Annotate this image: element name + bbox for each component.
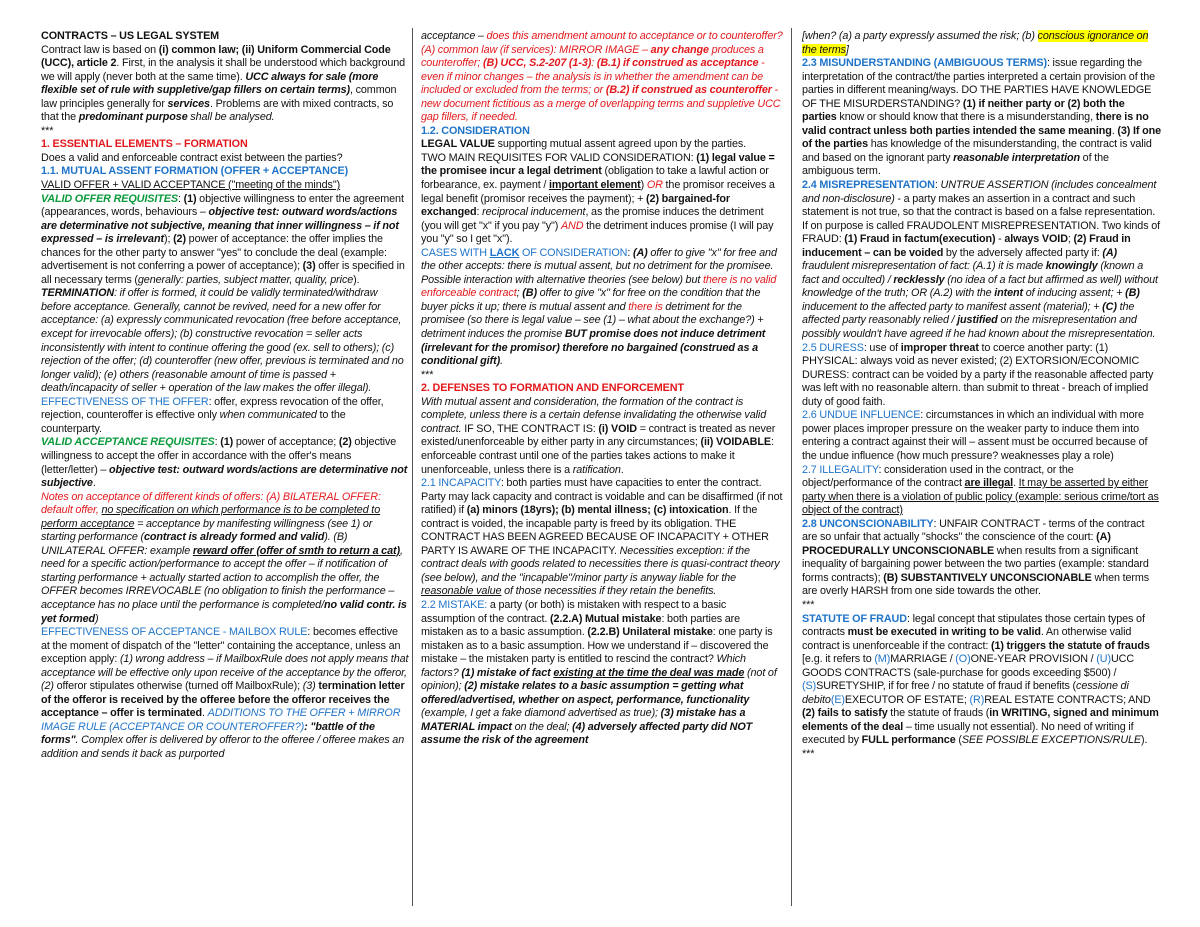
- text-run: to coerce another party: (1) PHYSICAL: always void as never existed; (2) EXTORSION/ECONOMIC DURESS: contract can be voided by a party if the reasonable affected party was left with no reasonable altern. than submit to threat - breach of implied duty of good faith.: [802, 341, 1154, 408]
- text-run: offer is specified in all necessary terms (: [41, 260, 405, 286]
- text-run: ***: [802, 747, 815, 760]
- text-run: contract is already formed and valid: [144, 531, 325, 544]
- text-run: (ii) VOIDABLE: [700, 436, 771, 449]
- notes-paragraph: [41, 138, 409, 152]
- text-run: Necessities exception: if the contract deals with goods related to necessities there is quasi-contract theory (see below), and the "incapable"/minor party is anyway liable for the: [421, 544, 780, 584]
- text-run: .: [92, 477, 96, 490]
- text-run: (B): [522, 287, 537, 300]
- text-run: Which factors?: [421, 653, 746, 679]
- text-run: has knowledge of the misunderstanding, the contract is valid and based on the ignorant party: [802, 138, 1152, 164]
- text-run: (1) if neither party or (2) both the parties: [802, 97, 1125, 124]
- text-run: (known a fact and occulted) /: [802, 260, 1144, 286]
- text-run: of those necessities if they retain the benefits.: [501, 585, 717, 598]
- text-run: (R): [969, 693, 985, 706]
- notes-paragraph: [421, 369, 783, 383]
- text-run: ***: [41, 124, 54, 137]
- notes-paragraph: [802, 57, 1162, 179]
- text-run: (1) legal value = the promisee incur a legal detriment: [421, 151, 775, 178]
- text-run: 2. DEFENSES TO FORMATION AND ENFORCEMENT: [421, 382, 684, 395]
- text-run: 2.5 DURESS: [802, 341, 864, 354]
- text-run: when terms are overly HARSH from one side towards the other.: [802, 571, 1150, 598]
- text-run: (2) bargained-for exchanged: [421, 192, 730, 219]
- text-run: (1) mistake of fact: [461, 666, 554, 679]
- text-run: 2.8 UNCONSCIONABILITY: [802, 517, 934, 530]
- notes-paragraph: [802, 409, 1162, 463]
- text-run: : legal concept that stipulates those certain types of contracts: [802, 612, 1145, 639]
- text-run: (obligation to take a lawful action or forbearance, ex. payment /: [421, 165, 769, 192]
- notes-paragraph: [41, 44, 409, 125]
- text-run: predominant purpose: [78, 111, 188, 124]
- text-run: FULL performance: [861, 734, 956, 747]
- notes-paragraph: [41, 626, 409, 761]
- text-run: - a party makes an assertion in a contract and such statement is not true, so that the contract is based on a false representation. If on purpose is called FRAUDOLENT MISREPRESENTATION. Two kinds of FRAUD:: [802, 192, 1161, 246]
- text-run: must be executed in writing to be valid: [847, 626, 1041, 639]
- text-run: : UNFAIR CONTRACT - terms of the contract are so unfair that actually "shocks" the conscience of the court:: [802, 517, 1145, 544]
- notes-paragraph: [421, 477, 783, 599]
- text-run: by the adversely affected party if:: [943, 246, 1103, 259]
- text-run: (no idea of a fact but affirmed as well) without knowledge of the truth; OR (A.2) with the: [802, 273, 1158, 300]
- text-run: ***: [802, 598, 815, 611]
- text-run: conscious ignorance on the terms: [802, 30, 1149, 56]
- notes-paragraph: [802, 599, 1162, 613]
- text-run: (2): [173, 233, 186, 246]
- text-run: 2.2 MISTAKE:: [421, 598, 488, 611]
- text-run: , common law principles generally for: [41, 84, 397, 110]
- text-run: : both parties are mistaken as to a basic assumption.: [421, 612, 741, 639]
- text-run: always VOID: [1004, 233, 1068, 246]
- text-run: :: [476, 206, 483, 219]
- text-run: EFFECTIVENESS OF THE OFFER: [41, 395, 209, 408]
- text-run: know or should know that there is a misunderstanding,: [836, 111, 1096, 124]
- text-run: It may be asserted by either party when there is a violation of public policy (example: serious crime/tort as object of the contract): [802, 477, 1159, 517]
- text-run: (S): [802, 680, 817, 693]
- text-run: BUT promise does not induce detriment (irrelevant for the promisor) therefore no bargained (construed as a conditional gift): [421, 328, 766, 368]
- text-run: VALID OFFER REQUISITES: [41, 192, 178, 205]
- text-run: reasonable interpretation: [953, 151, 1080, 164]
- text-run: no valid contr. is yet formed: [41, 598, 407, 625]
- text-run: OF CONSIDERATION: [519, 246, 628, 259]
- text-run: CASES WITH: [421, 246, 490, 259]
- text-run: (M): [874, 653, 891, 666]
- text-run: does this amendment amount to acceptance or to counteroffer? (A) common law (if services): MIRROR IMAGE –: [421, 30, 783, 56]
- text-run: on the misrepresentation and possibly wouldn't have agreed if he had known about the misrepresentation.: [802, 314, 1156, 341]
- text-run: :: [591, 57, 597, 70]
- text-run: (B): [1125, 287, 1140, 300]
- text-run: (i) common law; (ii) Uniform Commercial Code (UCC), article 2: [41, 43, 391, 70]
- text-run: cessione di debito: [802, 680, 1129, 706]
- text-run: CONTRACTS – US LEGAL SYSTEM: [41, 30, 220, 42]
- text-run: (A) PROCEDURALLY UNCONSCIONABLE: [802, 531, 1111, 557]
- text-run: UCC GOODS CONTRACTS (sale-purchase for goods exceeding $500) /: [802, 653, 1135, 679]
- text-run: : circumstances in which an individual with more power places improper pressure on the weaker party to induce them into entering a contract against their will – assent must be occurred because of the undue influence (how much pressure? weaknesses play a role): [802, 409, 1148, 462]
- text-run: .: [202, 707, 208, 720]
- text-run: : "battle of the forms": [41, 720, 375, 747]
- text-run: AND: [560, 219, 584, 232]
- notes-paragraph: [41, 125, 409, 139]
- text-run: important element: [548, 179, 641, 192]
- notes-paragraph: [802, 179, 1162, 342]
- text-run: objective willingness to accept the offer in accordance with the offer's means (letter/letter) –: [41, 436, 397, 476]
- notes-paragraph: [802, 464, 1162, 518]
- text-run: VALID ACCEPTANCE REQUISITES: [41, 436, 215, 449]
- text-run: ***: [421, 368, 434, 381]
- text-run: offeror stipulates otherwise (turned off MailboxRule);: [56, 680, 303, 693]
- text-run: : issue regarding the interpretation of the contract/the parties interpreted a certain provision of the parties in different meaning/ways. DO THE PARTIES HAVE KNOWLEDGE OF THE MISURDERSTANDING?: [802, 57, 1156, 110]
- text-run: .: [500, 355, 503, 368]
- text-run: ;: [1067, 233, 1074, 246]
- text-run: ): [95, 612, 99, 625]
- text-run: . Problems are with mixed contracts, so that the: [41, 97, 394, 124]
- text-run: recklessly: [893, 273, 945, 286]
- text-run: (4) adversely affected party did NOT assume the risk of the agreement: [421, 720, 753, 747]
- text-run: when results from a significant inequality of bargaining power between the two parties (example: standard forms contracts);: [802, 544, 1149, 584]
- text-run: knowingly: [1045, 260, 1098, 273]
- text-run: power of acceptance: the offer implies the chances for the other party to answer "yes" to conclude the deal (example: advertisement is not conferring a power of acceptance);: [41, 233, 387, 273]
- text-run: (3) If one of the parties: [802, 124, 1161, 151]
- text-run: when communicated: [219, 409, 317, 422]
- text-run: inducement to the affected party to manifest assent (material); +: [802, 300, 1103, 313]
- text-run: (A): [632, 246, 648, 259]
- text-run: :: [177, 192, 184, 205]
- text-run: generally: parties, subject matter, quality, price: [137, 273, 354, 286]
- text-run: .: [620, 463, 624, 476]
- text-run: .: [1111, 124, 1118, 137]
- text-run: , as the promise induces the detriment (you will get "x" if you pay "y"): [421, 206, 764, 232]
- text-run: : becomes effective at the moment of dispatch of the "letter" containing the acceptance, unless an exception apply:: [41, 626, 401, 666]
- text-run: MARRIAGE /: [890, 653, 956, 666]
- text-run: (2) fails to satisfy: [802, 707, 888, 720]
- notes-paragraph: [41, 179, 409, 193]
- text-run: (1): [183, 192, 197, 205]
- text-run: : if offer is formed, it could be validly terminated/withdraw before acceptance. Generally, cannot be revived, need for a new offer for acceptance: (a) expressly communicated revocation (free before acceptance, except for irrevocable offers); (b) constructive revocation = seller acts inconsistently with intent to continue offering the good (ex. sell to others); (c) rejection of the offer; (d) counteroffer (new offer, previous is terminated and no longer valid); (e) others (reasonable amount of time is passed + death/incapacity of seller + operation of the law makes the offer illegal).: [41, 287, 404, 395]
- text-run: LACK: [489, 246, 520, 259]
- text-run: (2): [338, 436, 352, 449]
- text-run: services: [167, 97, 210, 110]
- text-run: in WRITING, signed and minimum elements of the deal: [802, 707, 1159, 733]
- notes-paragraph: [802, 518, 1162, 599]
- text-run: STATUTE OF FRAUD: [802, 612, 907, 625]
- text-run: existing at the time the deal was made: [553, 666, 745, 679]
- text-run: 2.3 MISUNDERSTANDING (AMBIGUOUS TERMS): [802, 57, 1047, 70]
- notes-column-2: [421, 30, 783, 915]
- text-run: reward offer (offer of smth to return a cat): [192, 544, 400, 557]
- text-run: (C): [1102, 300, 1117, 313]
- text-run: there is no valid enforceable contract: [421, 273, 777, 300]
- text-run: TERMINATION: [41, 287, 115, 300]
- text-run: (2) mistake relates to a basic assumption = getting what offered/advertised, whether on aspect, performance, functionality: [421, 680, 750, 706]
- text-run: [when? (a) a party expressly assumed the risk; (b): [802, 30, 1038, 42]
- text-run: 2.1 INCAPACITY: [421, 477, 501, 490]
- notes-paragraph: [41, 193, 409, 288]
- notes-column-3: [802, 30, 1162, 915]
- text-run: :: [934, 179, 941, 192]
- text-run: shall be analysed.: [187, 111, 275, 124]
- text-run: there is no valid contract unless both parties intended the same meaning: [802, 111, 1149, 137]
- text-run: 2.4 MISREPRESENTATION: [802, 179, 935, 192]
- text-run: ADDITIONS TO THE OFFER + MIRROR IMAGE RULE (ACCEPTANCE OR COUNTEROFFER?): [41, 707, 401, 733]
- notes-paragraph: [421, 382, 783, 396]
- text-run: (3) mistake has a MATERIAL impact: [421, 707, 746, 733]
- text-run: there is: [628, 300, 663, 313]
- notes-paragraph: [421, 247, 783, 369]
- text-run: -: [995, 233, 1005, 246]
- text-run: With mutual assent and consideration, the formation of the contract is complete, unless there is a certain defense invalidating the otherwise valid contract.: [421, 395, 767, 435]
- text-run: . First, in the analysis it shall be understood which background we will apply (never both at the same time).: [41, 57, 406, 83]
- text-run: the statute of frauds (: [887, 707, 990, 720]
- notes-paragraph: [421, 396, 783, 477]
- text-run: (A): [1102, 246, 1118, 259]
- text-run: OR: [646, 179, 663, 192]
- text-run: (O): [955, 653, 971, 666]
- notes-column-1: [41, 30, 409, 915]
- text-run: (B.1) if construed as acceptance: [596, 57, 759, 70]
- text-run: improper threat: [900, 341, 979, 354]
- text-run: (3): [302, 260, 316, 273]
- text-run: : enforceable contrast until one of the parties takes actions to make it unenforceable, unless there is a: [421, 436, 774, 476]
- text-run: EFFECTIVENESS OF ACCEPTANCE - MAILBOX RULE: [41, 626, 308, 639]
- text-run: : one party is mistaken as to a basic assumption. How we understand if – discovered the mistake – the mistaken party is entitled to rescind the contract?: [421, 626, 773, 666]
- text-run: [e.g. it refers to: [802, 653, 875, 666]
- text-run: 2.6 UNDUE INFLUENCE: [802, 409, 921, 422]
- text-run: the promisor receives a legal benefit (promisor receives the payment); +: [421, 179, 775, 205]
- text-run: .: [1013, 477, 1019, 490]
- notes-paragraph: [802, 30, 1162, 57]
- text-run: (example, I get a fake diamond advertised as true);: [421, 707, 661, 720]
- text-run: . An otherwise valid contract is unenforceable if the contract:: [802, 626, 1132, 652]
- text-run: detriment for the promisee (so there is legal value – see (1) – what about the exchange?) + detriment induces the promise: [421, 300, 764, 341]
- text-run: - new document fictitious as a merge of overlapping terms and suppletive UCC gap fillers, if needed.: [421, 84, 781, 124]
- text-run: (1) wrong address – if MailboxRule does not apply means that acceptance will be effective only upon receive of the acceptance by the offeror, (2): [41, 653, 409, 693]
- text-run: 2.7 ILLEGALITY: [802, 463, 879, 476]
- column-divider: [791, 28, 792, 906]
- text-run: power of acceptance;: [233, 436, 339, 449]
- text-run: no specification on which performance is to be completed to perform acceptance: [41, 504, 381, 530]
- notes-paragraph: [421, 125, 783, 139]
- text-run: SEE POSSIBLE EXCEPTIONS/RULE: [961, 734, 1142, 747]
- text-run: 1.1. MUTUAL ASSENT FORMATION (OFFER + ACCEPTANCE): [41, 165, 349, 178]
- text-run: (1) triggers the statute of frauds: [990, 639, 1150, 652]
- notes-paragraph: [41, 152, 409, 166]
- text-run: reciprocal inducement: [482, 206, 586, 219]
- text-run: ). (B) UNILATERAL OFFER: example: [41, 531, 348, 557]
- notes-paragraph: [421, 152, 783, 247]
- notes-paragraph: [41, 436, 409, 490]
- text-run: offer to give "x" for free on the condition that the buyer picks it up; there is mutual assent and: [421, 287, 761, 313]
- text-run: 1.2. CONSIDERATION: [421, 124, 530, 137]
- text-run: intent: [994, 287, 1024, 300]
- text-run: . If the contract is voided, the incapable party is freed by its obligation. THE CONTRACT HAS BEEN AGREED BECAUSE OF INCAPACITY + OTHER PARTY IS AWARE OF THE INCAPACITY.: [421, 504, 769, 557]
- text-run: ]: [845, 43, 849, 56]
- text-run: ;: [516, 287, 523, 300]
- text-run: , need for a specific action/performance to accept the offer – if notification of starting performance + actually started action to accomplish the offer, the OFFER becomes IRREVOCABLE (no obligation to finish the performance – acceptance has no place until the performance is completed/: [41, 544, 403, 611]
- notes-paragraph: [41, 30, 409, 44]
- text-run: – time usually not essential). No need of writing if executed by: [802, 720, 1134, 747]
- text-run: LEGAL VALUE: [421, 138, 495, 151]
- text-run: ): [640, 179, 647, 192]
- text-run: :: [627, 246, 633, 259]
- text-run: are illegal: [964, 477, 1014, 490]
- text-run: Contract law is based on: [41, 43, 159, 56]
- text-run: on the deal;: [511, 720, 573, 733]
- text-run: : consideration used in the contract, or the object/performance of the contract: [802, 463, 1074, 490]
- text-run: TWO MAIN REQUISITES FOR VALID CONSIDERATION:: [421, 151, 697, 164]
- text-run: ).: [353, 273, 360, 286]
- notes-paragraph: [41, 491, 409, 626]
- text-run: (i) VOID: [598, 422, 637, 435]
- text-run: objective test: outward words/actions are determinative not subjective, meaning that inner willingness – if not expressed – is irrelevant: [41, 206, 399, 246]
- text-run: (a) minors (18yrs); (b) mental illness; (c) intoxication: [466, 504, 729, 517]
- notes-paragraph: [802, 613, 1162, 748]
- notes-paragraph: [41, 165, 409, 179]
- text-run: :: [214, 436, 221, 449]
- text-run: (2) Fraud in inducement – can be voided: [802, 233, 1131, 259]
- text-run: (not of opinion);: [421, 666, 777, 693]
- text-run: offer to give "x" for free and the other accepts: there is mutual assent, but no detriment for the promisee. Possible interaction with alternative theories (see below) but: [421, 246, 777, 286]
- text-run: (U): [1096, 653, 1111, 666]
- text-run: justified: [957, 314, 998, 327]
- notes-paragraph: [421, 599, 783, 748]
- text-run: (B.2) if construed as counteroffer: [605, 84, 772, 97]
- text-run: any change: [650, 43, 709, 56]
- text-run: Does a valid and enforceable contract exist between the parties?: [41, 151, 343, 164]
- text-run: objective willingness to enter the agreement (appearances, words, behaviours –: [41, 192, 404, 219]
- text-run: termination letter of the offeror is received by the offeree before the offeror receives the acceptance – offer is terminated: [41, 680, 405, 720]
- text-run: the affected party reasonably relied /: [802, 300, 1135, 327]
- column-divider: [412, 28, 413, 906]
- text-run: VALID OFFER + VALID ACCEPTANCE ("meeting of the minds"): [41, 179, 341, 192]
- text-run: ).: [1141, 734, 1148, 747]
- text-run: supporting mutual assent agreed upon by the parties.: [494, 138, 747, 151]
- notes-paragraph: [802, 748, 1162, 762]
- notes-paragraph: [421, 30, 783, 125]
- text-run: fraudulent misrepresentation of fact: (A.1) it is made: [802, 260, 1046, 273]
- text-run: to the counterparty.: [41, 409, 346, 435]
- text-run: (1) Fraud in factum(execution): [844, 233, 996, 246]
- text-run: = acceptance by manifesting willingness (see 1) or starting performance (: [41, 517, 373, 544]
- text-run: 1. ESSENTIAL ELEMENTS – FORMATION: [41, 138, 248, 151]
- text-run: reasonable value: [421, 585, 502, 598]
- text-run: (B) SUBSTANTIVELY UNCONSCIONABLE: [883, 571, 1092, 584]
- text-run: : offer, express revocation of the offer, rejection, counteroffer is effective only: [41, 395, 384, 422]
- text-run: the detriment induces promise (I will pay you "y" so I get "x").: [421, 219, 774, 246]
- text-run: produces a counteroffer;: [421, 43, 764, 70]
- text-run: ONE-YEAR PROVISION /: [970, 653, 1097, 666]
- text-run: of inducing assent; +: [1023, 287, 1126, 300]
- notes-paragraph: [421, 138, 783, 152]
- text-run: of the ambiguous term.: [802, 151, 1109, 178]
- text-run: - even if minor changes – the analysis is in whether the amendment can be included or excluded from the terms; or: [421, 57, 765, 97]
- text-run: Notes on acceptance of different kinds of offers: (A) BILATERAL OFFER: default offer,: [41, 490, 381, 517]
- text-run: SURETYSHIP, if for free / no statute of fraud if benefits (: [816, 680, 1077, 693]
- notes-paragraph: [802, 342, 1162, 410]
- text-run: a party (or both) is mistaken with respect to a basic assumption of the contract.: [421, 598, 727, 625]
- text-run: (: [955, 734, 962, 747]
- text-run: ratification: [572, 463, 621, 476]
- text-run: acceptance –: [421, 30, 487, 42]
- notes-paragraph: [41, 287, 409, 436]
- text-run: : both parties must have capacities to enter the contract. Party may lack capacity and contract is voidable and can be disaffirmed (if not ratified) if: [421, 477, 783, 517]
- text-run: EXECUTOR OF ESTATE;: [844, 693, 970, 706]
- text-run: (2.2.B) Unilateral mistake: [587, 626, 713, 639]
- text-run: (B) UCC, S.2-207 (1-3): [483, 57, 592, 70]
- text-run: (E): [830, 693, 845, 706]
- text-run: . Complex offer is delivered by offeror to the offeree / offeree makes an addition and sends it back as purported: [41, 734, 405, 760]
- text-run: UNTRUE ASSERTION (includes concealment and non-disclosure): [802, 179, 1157, 205]
- text-run: (3): [302, 680, 319, 693]
- text-run: objective test: outward words/actions are determinative not subjective: [41, 463, 408, 490]
- text-run: );: [163, 233, 174, 246]
- text-run: IF SO, THE CONTRACT IS:: [461, 422, 599, 435]
- text-run: (2.2.A) Mutual mistake: [550, 612, 662, 625]
- text-run: (1): [220, 436, 234, 449]
- text-run: = contract is treated as never existed/unenforceable by either party in any circumstances;: [421, 422, 776, 449]
- text-run: : use of: [863, 341, 901, 354]
- text-run: UCC always for sale (more flexible set of rule with suppletive/gap fillers on certain terms): [41, 70, 379, 97]
- text-run: REAL ESTATE CONTRACTS; AND: [984, 693, 1151, 706]
